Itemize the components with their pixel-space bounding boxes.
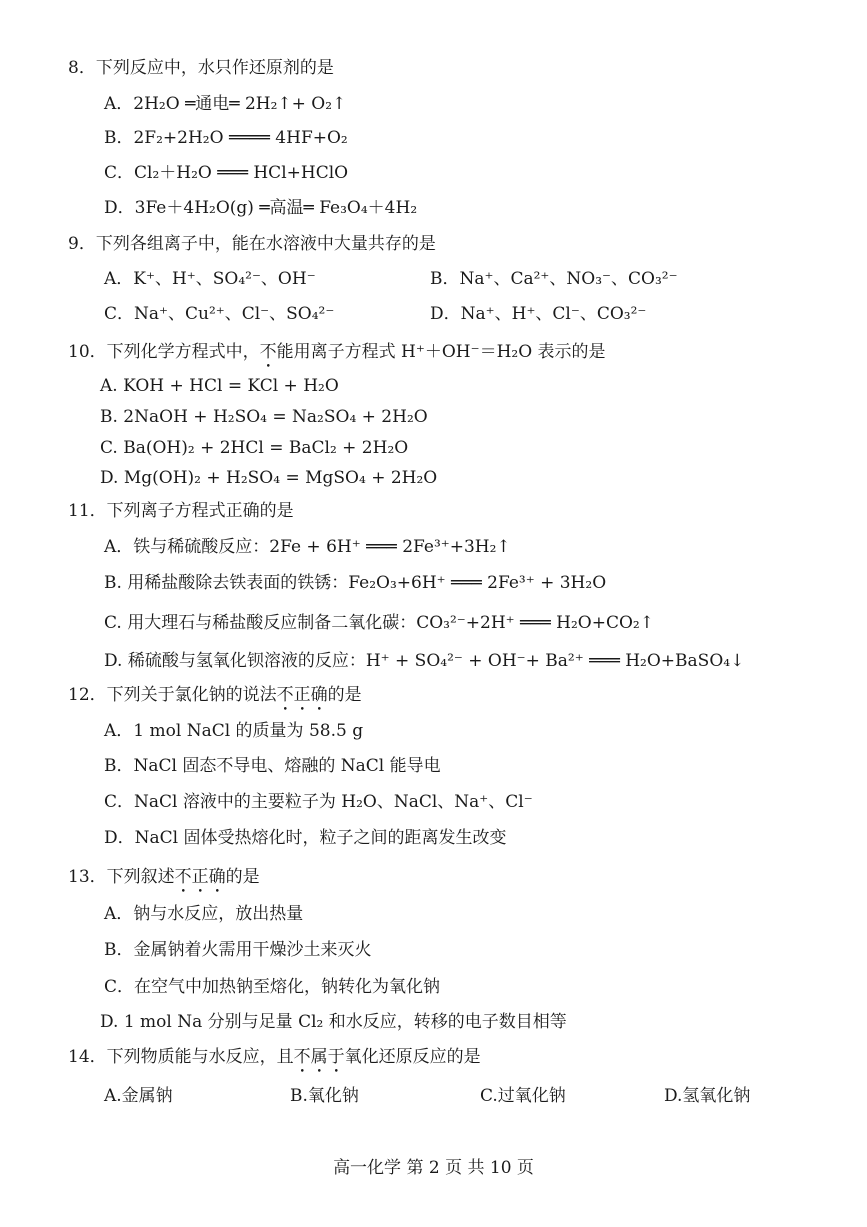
q11-option-b: B. 用稀盐酸除去铁表面的铁锈：Fe₂O₃+6H⁺ ═══ 2Fe³⁺ + 3H₂O — [104, 573, 607, 593]
q11-option-c: C. 用大理石与稀盐酸反应制备二氧化碳：CO₃²⁻+2H⁺ ═══ H₂O+CO₂↑ — [104, 613, 654, 633]
q8-option-b: B．2F₂+2H₂O ════ 4HF+O₂ — [104, 128, 348, 148]
q9-option-b: B．Na⁺、Ca²⁺、NO₃⁻、CO₃²⁻ — [430, 269, 678, 289]
q12-option-d: D．NaCl 固体受热熔化时，粒子之间的距离发生改变 — [104, 828, 507, 848]
q10-title-emphasis: 不 — [259, 342, 277, 362]
q12-option-a: A．1 mol NaCl 的质量为 58.5 g — [104, 721, 364, 741]
q13-option-a: A．钠与水反应，放出热量 — [104, 904, 304, 924]
q14-title-pre: 14．下列物质能与水反应，且 — [68, 1047, 294, 1067]
q10-option-b: B. 2NaOH + H₂SO₄ = Na₂SO₄ + 2H₂O — [100, 407, 428, 427]
q14-title-post: 氧化还原反应的是 — [344, 1047, 481, 1067]
q13-option-b: B．金属钠着火需用干燥沙土来灭火 — [104, 940, 372, 960]
q12-option-b: B．NaCl 固态不导电、熔融的 NaCl 能导电 — [104, 756, 441, 776]
q8-option-c: C．Cl₂＋H₂O ═══ HCl+HClO — [104, 163, 349, 183]
q13-title-post: 的是 — [225, 867, 260, 887]
q11-title: 11．下列离子方程式正确的是 — [68, 501, 294, 521]
q13-title-pre: 13．下列叙述 — [68, 867, 175, 887]
q14-title-emphasis: 不属于 — [293, 1047, 345, 1067]
q10-option-c: C. Ba(OH)₂ + 2HCl = BaCl₂ + 2H₂O — [100, 438, 409, 458]
q10-option-a: A. KOH + HCl = KCl + H₂O — [100, 376, 339, 396]
q11-option-a: A．铁与稀硫酸反应：2Fe + 6H⁺ ═══ 2Fe³⁺+3H₂↑ — [104, 537, 511, 557]
q14-option-a: A.金属钠 — [104, 1086, 173, 1106]
q10-title-post: 能用离子方程式 H⁺＋OH⁻＝H₂O 表示的是 — [276, 342, 606, 362]
q8-option-d: D．3Fe＋4H₂O(g) ═高温═ Fe₃O₄＋4H₂ — [104, 198, 418, 218]
q10-option-d: D. Mg(OH)₂ + H₂SO₄ = MgSO₄ + 2H₂O — [100, 468, 438, 488]
q13-title — [68, 866, 260, 897]
q12-title-emphasis: 不正确 — [276, 685, 328, 705]
q9-option-d: D．Na⁺、H⁺、Cl⁻、CO₃²⁻ — [430, 304, 647, 324]
q12-option-c: C．NaCl 溶液中的主要粒子为 H₂O、NaCl、Na⁺、Cl⁻ — [104, 792, 533, 812]
q13-option-d: D. 1 mol Na 分别与足量 Cl₂ 和水反应，转移的电子数目相等 — [100, 1012, 567, 1032]
q14-option-b: B.氧化钠 — [290, 1086, 359, 1106]
q13-title-emphasis: 不正确 — [174, 867, 226, 887]
q13-option-c: C．在空气中加热钠至熔化，钠转化为氧化钠 — [104, 977, 441, 997]
q8-title: 8．下列反应中，水只作还原剂的是 — [68, 58, 334, 78]
q12-title-post: 的是 — [327, 685, 362, 705]
q9-option-a: A．K⁺、H⁺、SO₄²⁻、OH⁻ — [104, 269, 316, 289]
q14-title — [68, 1046, 481, 1077]
page-footer: 高一化学 第 2 页 共 10 页 — [333, 1158, 534, 1178]
q9-title: 9．下列各组离子中，能在水溶液中大量共存的是 — [68, 234, 436, 254]
q14-option-d: D.氢氧化钠 — [664, 1086, 751, 1106]
q8-option-a: A．2H₂O ═通电═ 2H₂↑+ O₂↑ — [104, 94, 347, 114]
q12-title-pre: 12．下列关于氯化钠的说法 — [68, 685, 277, 705]
q10-title — [68, 341, 606, 372]
q11-option-d: D. 稀硫酸与氢氧化钡溶液的反应：H⁺ + SO₄²⁻ + OH⁻+ Ba²⁺ ═══ H₂O+BaSO₄↓ — [104, 651, 745, 671]
q14-option-c: C.过氧化钠 — [480, 1086, 566, 1106]
q12-title — [68, 684, 362, 715]
q9-option-c: C．Na⁺、Cu²⁺、Cl⁻、SO₄²⁻ — [104, 304, 335, 324]
q10-title-pre: 10．下列化学方程式中， — [68, 342, 260, 362]
